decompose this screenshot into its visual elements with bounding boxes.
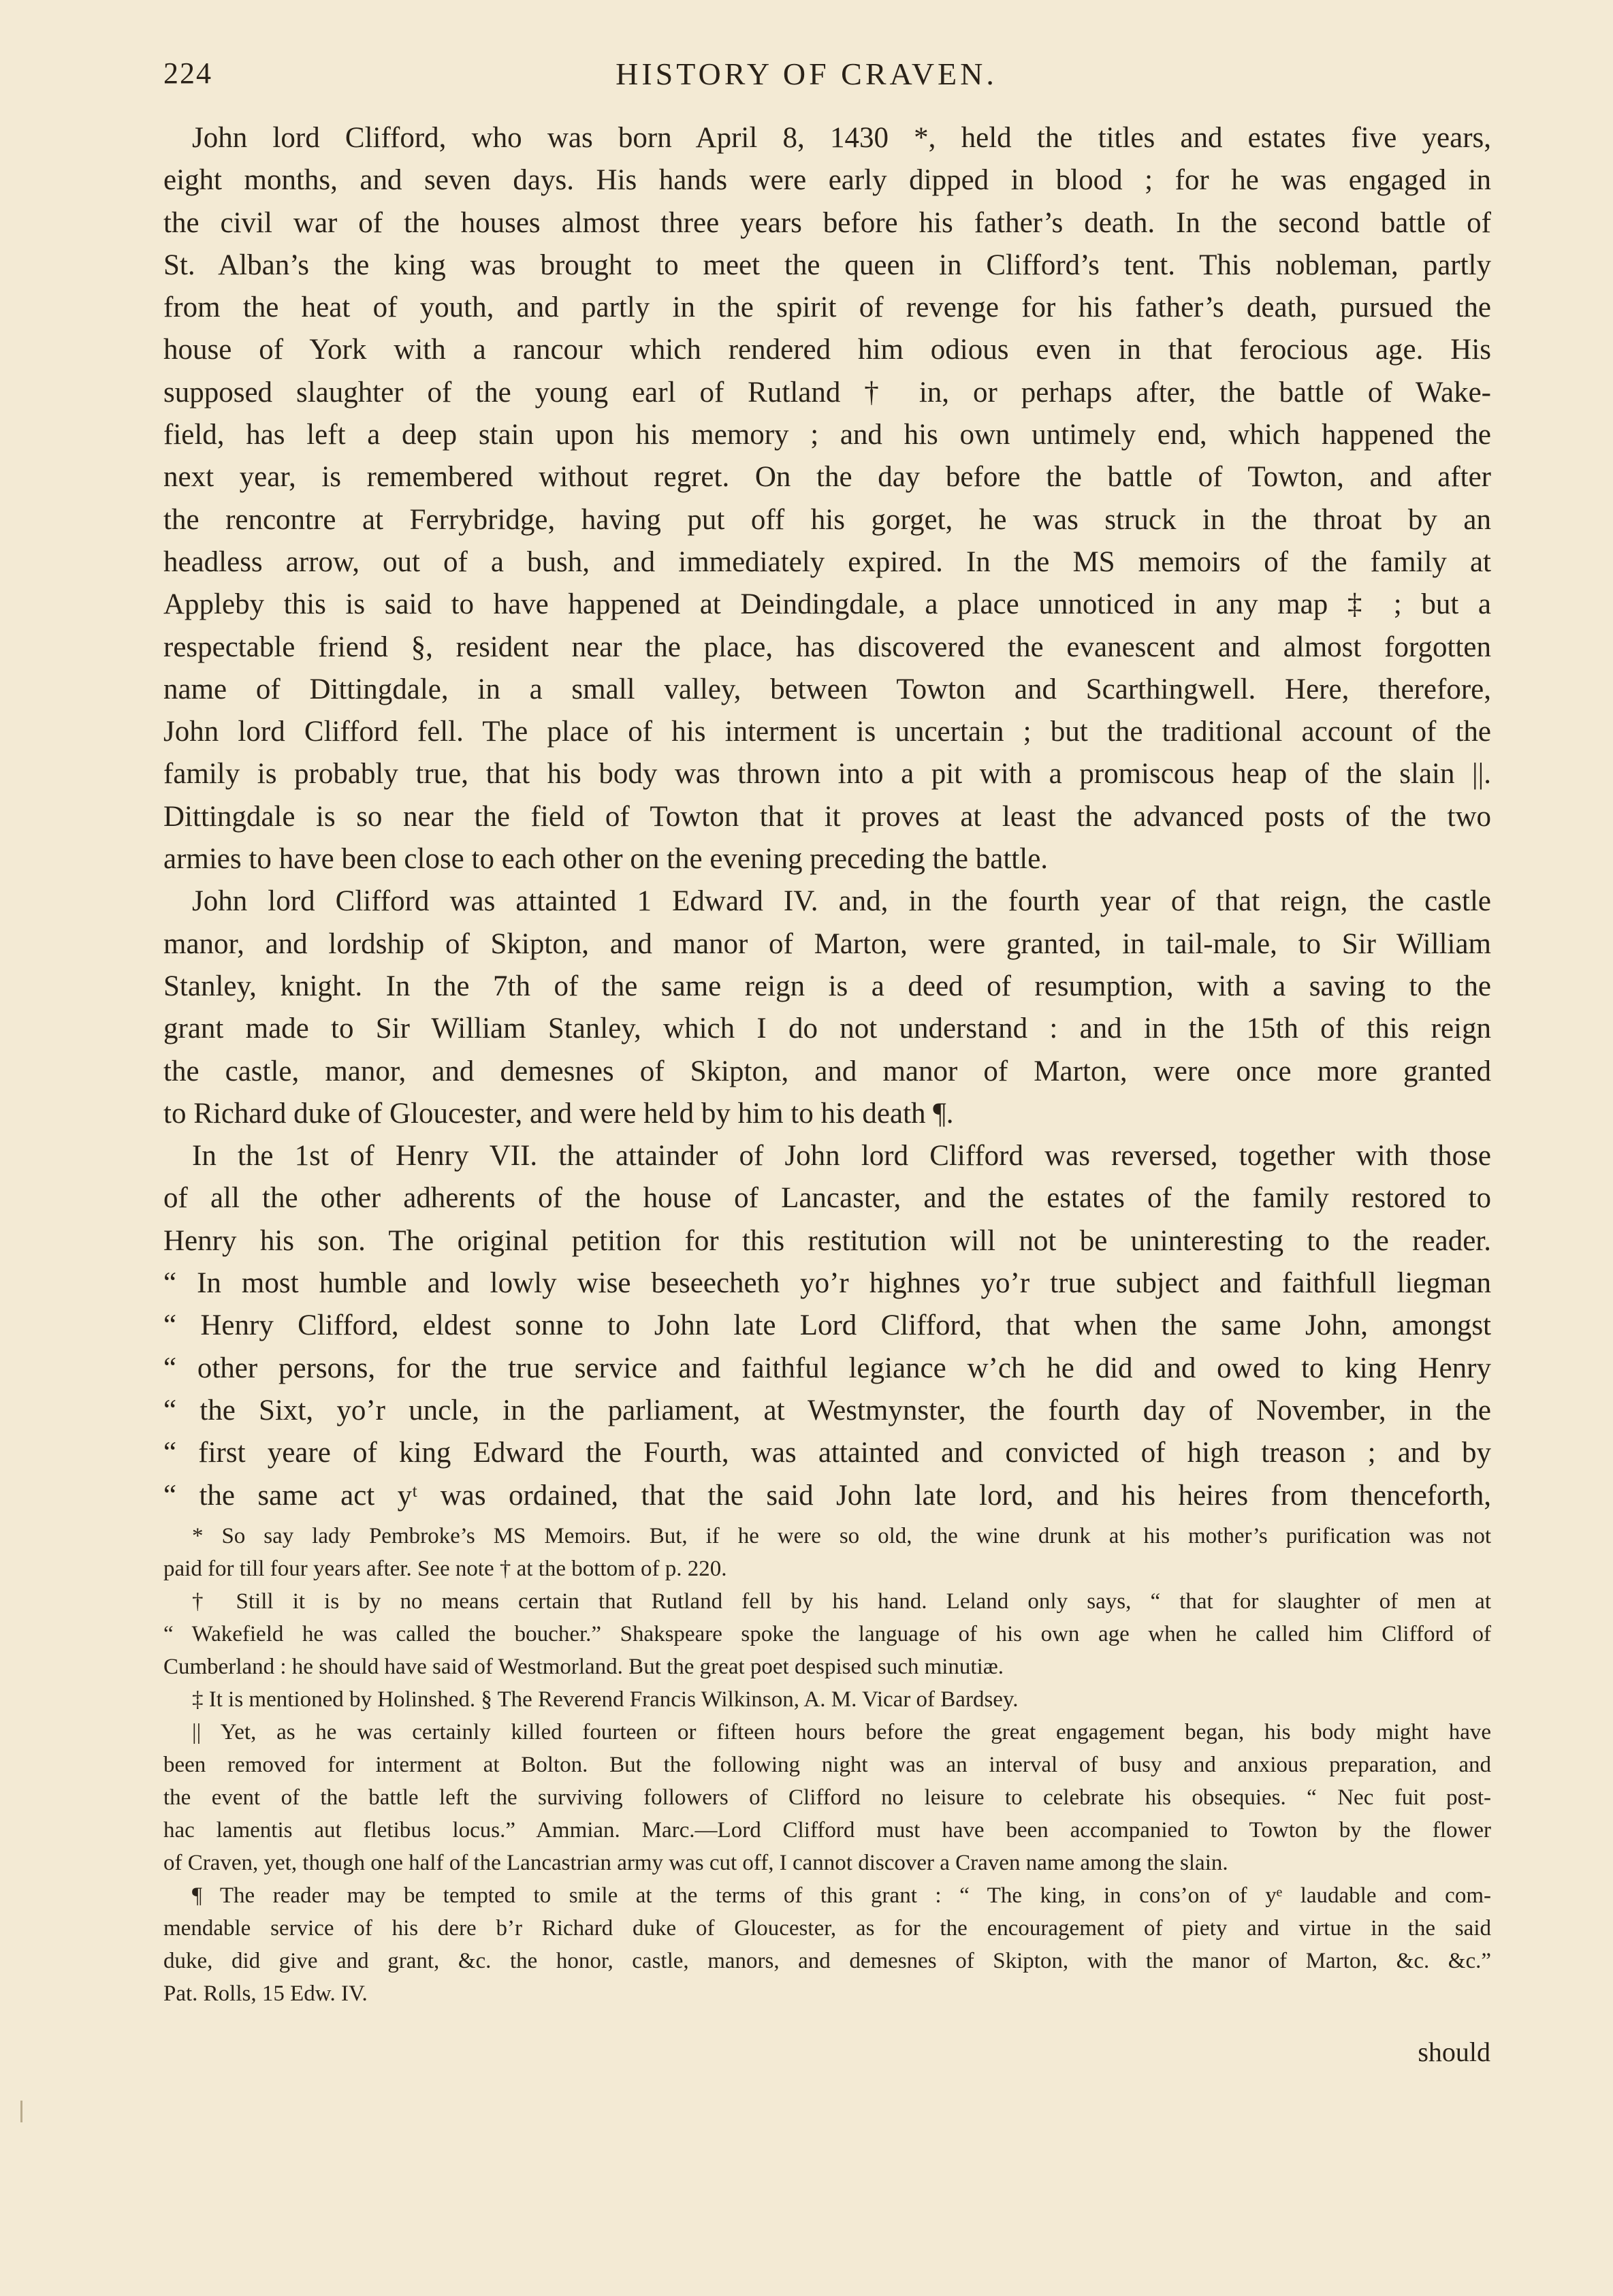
- body-line: “ the Sixt, yo’r uncle, in the parliament, at Westmynster, the fourth day of November, in the: [163, 1394, 1491, 1426]
- body-line: Stanley, knight. In the 7th of the same reign is a deed of resumption, with a saving to the: [163, 970, 1491, 1002]
- body-line: respectable friend §, resident near the place, has discovered the evanescent and almost forgotten: [163, 631, 1491, 663]
- footnote-line: ¶ The reader may be tempted to smile at the terms of this grant : “ The king, in cons’on of yᵉ laudable and com-: [192, 1883, 1491, 1908]
- main-text: [163, 117, 1491, 1517]
- footnote-line: † Still it is by no means certain that Rutland fell by his hand. Leland only says, “ that for slaughter of men at: [192, 1589, 1491, 1614]
- catchword: should: [1418, 2037, 1490, 2067]
- body-line: eight months, and seven days. His hands were early dipped in blood ; for he was engaged in: [163, 164, 1491, 197]
- body-line: field, has left a deep stain upon his memory ; and his own untimely end, which happened the: [163, 419, 1491, 451]
- body-line: “ the same act yᵗ was ordained, that the said John late lord, and his heires from thenceforth,: [163, 1479, 1491, 1512]
- footnote-line: the event of the battle left the surviving followers of Clifford no leisure to celebrate his obsequies. “ Nec fuit post-: [163, 1785, 1491, 1810]
- body-line: headless arrow, out of a bush, and immediately expired. In the MS memoirs of the family at: [163, 545, 1491, 578]
- running-title: HISTORY OF CRAVEN.: [616, 57, 997, 91]
- body-line: armies to have been close to each other on the evening preceding the battle.: [163, 843, 1049, 876]
- footnote-line: been removed for interment at Bolton. But the following night was an interval of busy and anxious preparation, and: [163, 1753, 1491, 1777]
- body-line: Appleby this is said to have happened at Deindingdale, a place unnoticed in any map ‡ ; but a: [163, 588, 1491, 621]
- body-line: “ other persons, for the true service and faithful legiance w’ch he did and owed to king Henry: [163, 1352, 1491, 1384]
- footnote-line: mendable service of his dere b’r Richard duke of Gloucester, as for the encouragement of piety and virtue in the said: [163, 1916, 1491, 1941]
- footnote-line: hac lamentis aut fletibus locus.” Ammian. Marc.—Lord Clifford must have been accompanied to Towton by the flower: [163, 1818, 1491, 1843]
- body-line: the civil war of the houses almost three years before his father’s death. In the second battle of: [163, 206, 1491, 239]
- body-line: John lord Clifford was attainted 1 Edward IV. and, in the fourth year of that reign, the castle: [192, 885, 1491, 918]
- body-line: St. Alban’s the king was brought to meet the queen in Clifford’s tent. This nobleman, partly: [163, 249, 1491, 281]
- body-line: to Richard duke of Gloucester, and were held by him to his death ¶.: [163, 1097, 954, 1130]
- footnote-line: paid for till four years after. See note † at the bottom of p. 220.: [163, 1557, 727, 1581]
- body-line: “ Henry Clifford, eldest sonne to John late Lord Clifford, that when the same John, amongst: [163, 1309, 1491, 1342]
- body-line: next year, is remembered without regret. On the day before the battle of Towton, and after: [163, 461, 1491, 494]
- footnote-line: ‡ It is mentioned by Holinshed. § The Reverend Francis Wilkinson, A. M. Vicar of Bardsey.: [192, 1687, 1019, 1712]
- body-line: John lord Clifford, who was born April 8, 1430 *, held the titles and estates five years,: [192, 122, 1491, 154]
- body-line: family is probably true, that his body was thrown into a pit with a promiscous heap of the slain ||.: [163, 758, 1491, 791]
- footnotes: [163, 1520, 1491, 2010]
- margin-mark: [20, 2101, 22, 2122]
- footnote-line: “ Wakefield he was called the boucher.” Shakspeare spoke the language of his own age when he called him Clifford of: [163, 1622, 1491, 1646]
- body-line: name of Dittingdale, in a small valley, between Towton and Scarthingwell. Here, therefore,: [163, 673, 1491, 705]
- body-line: Henry his son. The original petition for this restitution will not be uninteresting to the reader.: [163, 1224, 1491, 1257]
- body-line: from the heat of youth, and partly in the spirit of revenge for his father’s death, pursued the: [163, 291, 1491, 324]
- body-line: In the 1st of Henry VII. the attainder of John lord Clifford was reversed, together with those: [192, 1140, 1491, 1173]
- body-line: the rencontre at Ferrybridge, having put off his gorget, he was struck in the throat by an: [163, 503, 1491, 536]
- body-line: the castle, manor, and demesnes of Skipton, and manor of Marton, were once more granted: [163, 1055, 1491, 1087]
- page-number: 224: [163, 57, 212, 90]
- footnote-line: Cumberland : he should have said of Westmorland. But the great poet despised such minutiæ.: [163, 1655, 1004, 1679]
- footnote-line: duke, did give and grant, &c. the honor, castle, manors, and demesnes of Skipton, with the manor of Marton, &c. &c.”: [163, 1949, 1491, 1973]
- footnote-line: * So say lady Pembroke’s MS Memoirs. But, if he were so old, the wine drunk at his mother’s purification was not: [192, 1524, 1491, 1548]
- body-line: John lord Clifford fell. The place of his interment is uncertain ; but the traditional account of the: [163, 716, 1491, 748]
- body-line: house of York with a rancour which rendered him odious even in that ferocious age. His: [163, 334, 1491, 366]
- footnote-line: of Craven, yet, though one half of the Lancastrian army was cut off, I cannot discover a Craven name among the slain.: [163, 1851, 1228, 1875]
- body-line: of all the other adherents of the house of Lancaster, and the estates of the family restored to: [163, 1182, 1491, 1215]
- footnote-line: || Yet, as he was certainly killed fourteen or fifteen hours before the great engagement began, his body might have: [192, 1720, 1491, 1744]
- body-line: Dittingdale is so near the field of Towton that it proves at least the advanced posts of the two: [163, 800, 1491, 833]
- body-line: “ first yeare of king Edward the Fourth, was attainted and convicted of high treason ; and by: [163, 1437, 1491, 1469]
- body-line: “ In most humble and lowly wise beseecheth yo’r highnes yo’r true subject and faithfull liegman: [163, 1267, 1491, 1300]
- body-line: grant made to Sir William Stanley, which I do not understand : and in the 15th of this reign: [163, 1013, 1491, 1045]
- footnote-line: Pat. Rolls, 15 Edw. IV.: [163, 1981, 368, 2006]
- body-line: manor, and lordship of Skipton, and manor of Marton, were granted, in tail-male, to Sir William: [163, 927, 1491, 960]
- body-line: supposed slaughter of the young earl of Rutland † in, or perhaps after, the battle of Wake-: [163, 376, 1491, 409]
